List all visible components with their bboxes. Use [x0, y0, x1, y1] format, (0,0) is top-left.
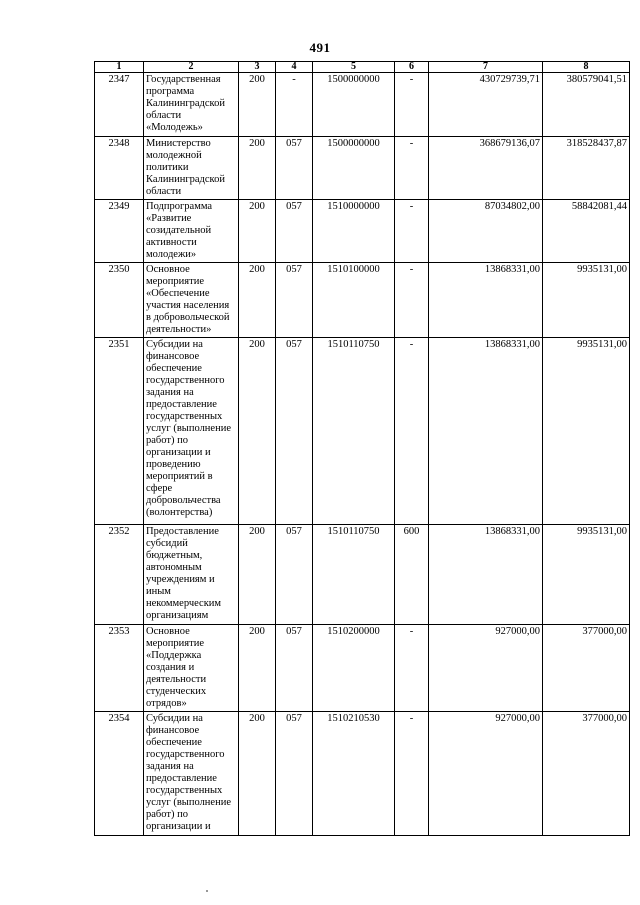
row-col-7: 368679136,07: [429, 137, 543, 200]
row-number: 2354: [95, 712, 144, 836]
row-col-8: 9935131,00: [543, 525, 630, 625]
row-col-6: -: [395, 200, 429, 263]
row-number: 2353: [95, 625, 144, 712]
row-name: Основное мероприятие «Поддержка создания и деятельности студенческих отрядов»: [144, 625, 239, 712]
table-row: [95, 200, 630, 263]
header-col-6: 6: [395, 62, 429, 73]
row-number: 2347: [95, 73, 144, 137]
row-col-7: 13868331,00: [429, 525, 543, 625]
row-col-4: 057: [276, 625, 313, 712]
row-col-6: -: [395, 625, 429, 712]
header-col-1: 1: [95, 62, 144, 73]
row-col-4: 057: [276, 712, 313, 836]
row-col-6: -: [395, 263, 429, 338]
table-row: [95, 712, 630, 836]
row-number: 2350: [95, 263, 144, 338]
row-col-4: 057: [276, 525, 313, 625]
row-col-3: 200: [239, 200, 276, 263]
row-col-8: 377000,00: [543, 712, 630, 836]
row-col-6: -: [395, 712, 429, 836]
row-name: Министерство молодежной политики Калининградской области: [144, 137, 239, 200]
row-col-8: 58842081,44: [543, 200, 630, 263]
row-col-8: 380579041,51: [543, 73, 630, 137]
row-name: Государственная программа Калининградской области «Молодежь»: [144, 73, 239, 137]
table-row: [95, 73, 630, 137]
row-col-7: 87034802,00: [429, 200, 543, 263]
row-col-3: 200: [239, 137, 276, 200]
header-col-2: 2: [144, 62, 239, 73]
table-row: [95, 137, 630, 200]
row-col-5: 1510110750: [313, 525, 395, 625]
row-col-5: 1510000000: [313, 200, 395, 263]
row-col-8: 318528437,87: [543, 137, 630, 200]
row-col-7: 927000,00: [429, 712, 543, 836]
row-col-4: 057: [276, 137, 313, 200]
row-col-3: 200: [239, 73, 276, 137]
budget-table: [94, 61, 630, 836]
row-col-5: 1510200000: [313, 625, 395, 712]
row-col-7: 13868331,00: [429, 338, 543, 525]
row-name: Субсидии на финансовое обеспечение государственного задания на предоставление государственных услуг (выполнение работ) по организации и: [144, 712, 239, 836]
row-col-6: -: [395, 73, 429, 137]
row-col-8: 9935131,00: [543, 338, 630, 525]
row-name: Основное мероприятие «Обеспечение участия населения в добровольческой деятельности»: [144, 263, 239, 338]
row-number: 2349: [95, 200, 144, 263]
header-col-5: 5: [313, 62, 395, 73]
table-row: [95, 525, 630, 625]
row-number: 2348: [95, 137, 144, 200]
row-number: 2352: [95, 525, 144, 625]
header-col-3: 3: [239, 62, 276, 73]
row-col-3: 200: [239, 338, 276, 525]
row-col-4: 057: [276, 200, 313, 263]
scan-speck: [206, 890, 208, 892]
row-name: Субсидии на финансовое обеспечение государственного задания на предоставление государственных услуг (выполнение работ) по организации и проведению мероприятий в сфере добровольчества (волонтерства): [144, 338, 239, 525]
row-name: Подпрограмма «Развитие созидательной активности молодежи»: [144, 200, 239, 263]
row-col-4: 057: [276, 338, 313, 525]
table-row: [95, 625, 630, 712]
table-row: [95, 338, 630, 525]
page-number: 491: [309, 40, 331, 55]
row-col-7: 430729739,71: [429, 73, 543, 137]
row-col-4: -: [276, 73, 313, 137]
row-col-5: 1510210530: [313, 712, 395, 836]
row-col-7: 13868331,00: [429, 263, 543, 338]
row-col-3: 200: [239, 712, 276, 836]
row-col-6: -: [395, 338, 429, 525]
row-number: 2351: [95, 338, 144, 525]
row-col-3: 200: [239, 263, 276, 338]
row-col-5: 1510110750: [313, 338, 395, 525]
row-col-3: 200: [239, 625, 276, 712]
table-row: [95, 263, 630, 338]
row-col-6: 600: [395, 525, 429, 625]
row-col-3: 200: [239, 525, 276, 625]
row-col-7: 927000,00: [429, 625, 543, 712]
header-col-7: 7: [429, 62, 543, 73]
header-row: [95, 62, 630, 73]
row-col-4: 057: [276, 263, 313, 338]
header-col-4: 4: [276, 62, 313, 73]
row-col-8: 9935131,00: [543, 263, 630, 338]
row-col-5: 1500000000: [313, 73, 395, 137]
row-col-6: -: [395, 137, 429, 200]
row-name: Предоставление субсидий бюджетным, автономным учреждениям и иным некоммерческим организациям: [144, 525, 239, 625]
row-col-5: 1500000000: [313, 137, 395, 200]
row-col-5: 1510100000: [313, 263, 395, 338]
header-col-8: 8: [543, 62, 630, 73]
row-col-8: 377000,00: [543, 625, 630, 712]
